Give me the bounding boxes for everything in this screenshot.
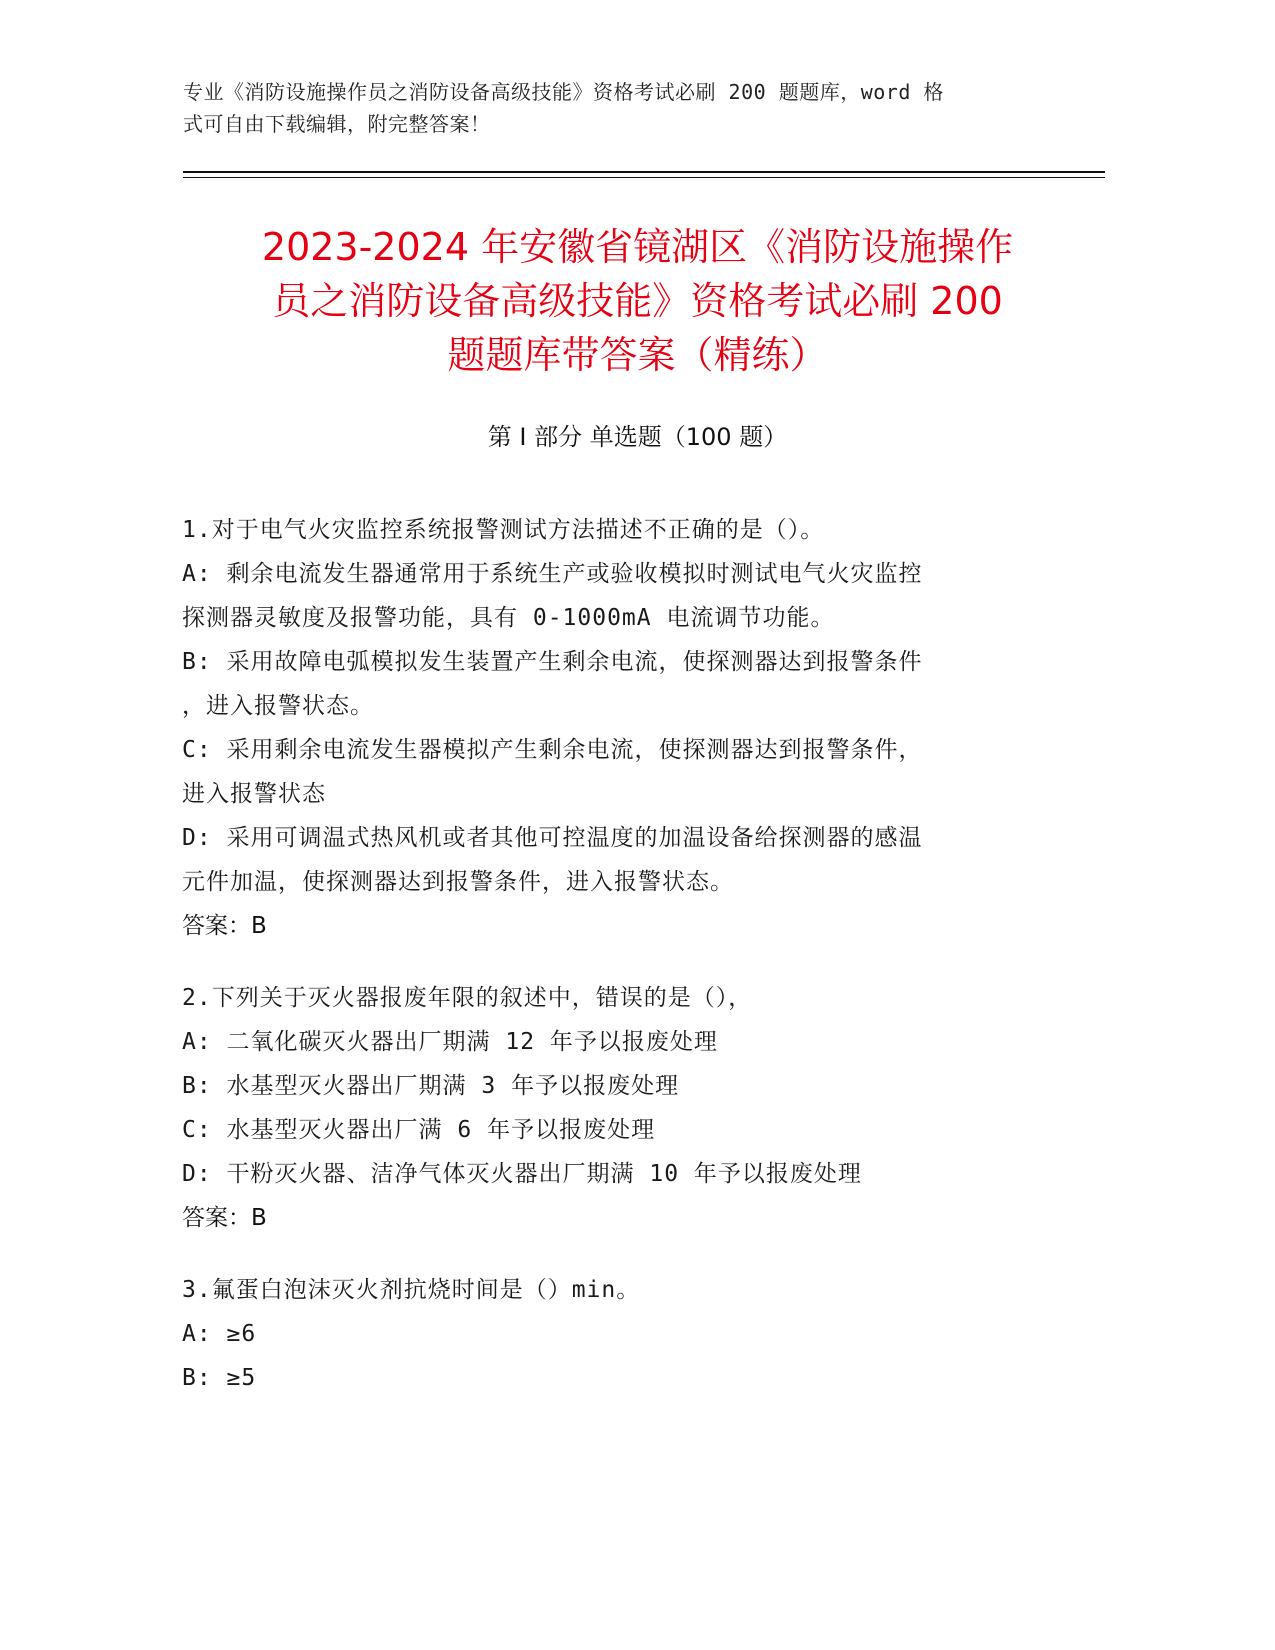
option-line: A: 二氧化碳灭火器出厂期满 12 年予以报废处理 [182, 1029, 718, 1055]
answer-line: 答案：B [182, 913, 267, 939]
option-line: C: 采用剩余电流发生器模拟产生剩余电流，使探测器达到报警条件， [182, 737, 923, 763]
option-line: A: 剩余电流发生器通常用于系统生产或验收模拟时测试电气火灾监控 [182, 561, 923, 587]
option-line: 进入报警状态 [182, 781, 326, 807]
header-rule-thin [183, 177, 1105, 178]
option-line: D: 采用可调温式热风机或者其他可控温度的加温设备给探测器的感温 [182, 825, 923, 851]
question-stem: 1.对于电气火灾监控系统报警测试方法描述不正确的是（）。 [182, 517, 825, 543]
header-rule [183, 171, 1105, 173]
answer-line: 答案：B [182, 1205, 267, 1231]
option-line: A: ≥6 [182, 1321, 257, 1347]
question-list [182, 508, 1042, 1428]
option-line: 探测器灵敏度及报警功能，具有 0-1000mA 电流调节功能。 [182, 605, 835, 631]
option-line: D: 干粉灭火器、洁净气体灭火器出厂期满 10 年予以报废处理 [182, 1161, 862, 1187]
title-line: 2023-2024 年安徽省镜湖区《消防设施操作 [261, 225, 1014, 269]
question-item [182, 1268, 1042, 1400]
option-line: B: ≥5 [182, 1365, 257, 1391]
title-line: 员之消防设备高级技能》资格考试必刷 200 [272, 279, 1003, 323]
option-line: 元件加温，使探测器达到报警条件，进入报警状态。 [182, 869, 734, 895]
option-line: B: 采用故障电弧模拟发生装置产生剩余电流，使探测器达到报警条件 [182, 649, 923, 675]
question-stem: 3.氟蛋白泡沫灭火剂抗烧时间是（）min。 [182, 1277, 641, 1303]
header-note-line: 式可自由下载编辑，附完整答案！ [183, 112, 491, 136]
document-title [150, 220, 1125, 382]
option-line: ，进入报警状态。 [182, 693, 374, 719]
header-note-line: 专业《消防设施操作员之消防设备高级技能》资格考试必刷 200 题题库，word 格 [183, 80, 944, 104]
header-note [183, 76, 1063, 140]
title-line: 题题库带答案（精练） [447, 333, 828, 377]
option-line: B: 水基型灭火器出厂期满 3 年予以报废处理 [182, 1073, 680, 1099]
option-line: C: 水基型灭火器出厂满 6 年予以报废处理 [182, 1117, 656, 1143]
question-stem: 2.下列关于灭火器报废年限的叙述中，错误的是（）， [182, 985, 753, 1011]
question-item [182, 508, 1042, 948]
question-item [182, 976, 1042, 1240]
section-heading: 第 I 部分 单选题（100 题） [487, 423, 788, 451]
